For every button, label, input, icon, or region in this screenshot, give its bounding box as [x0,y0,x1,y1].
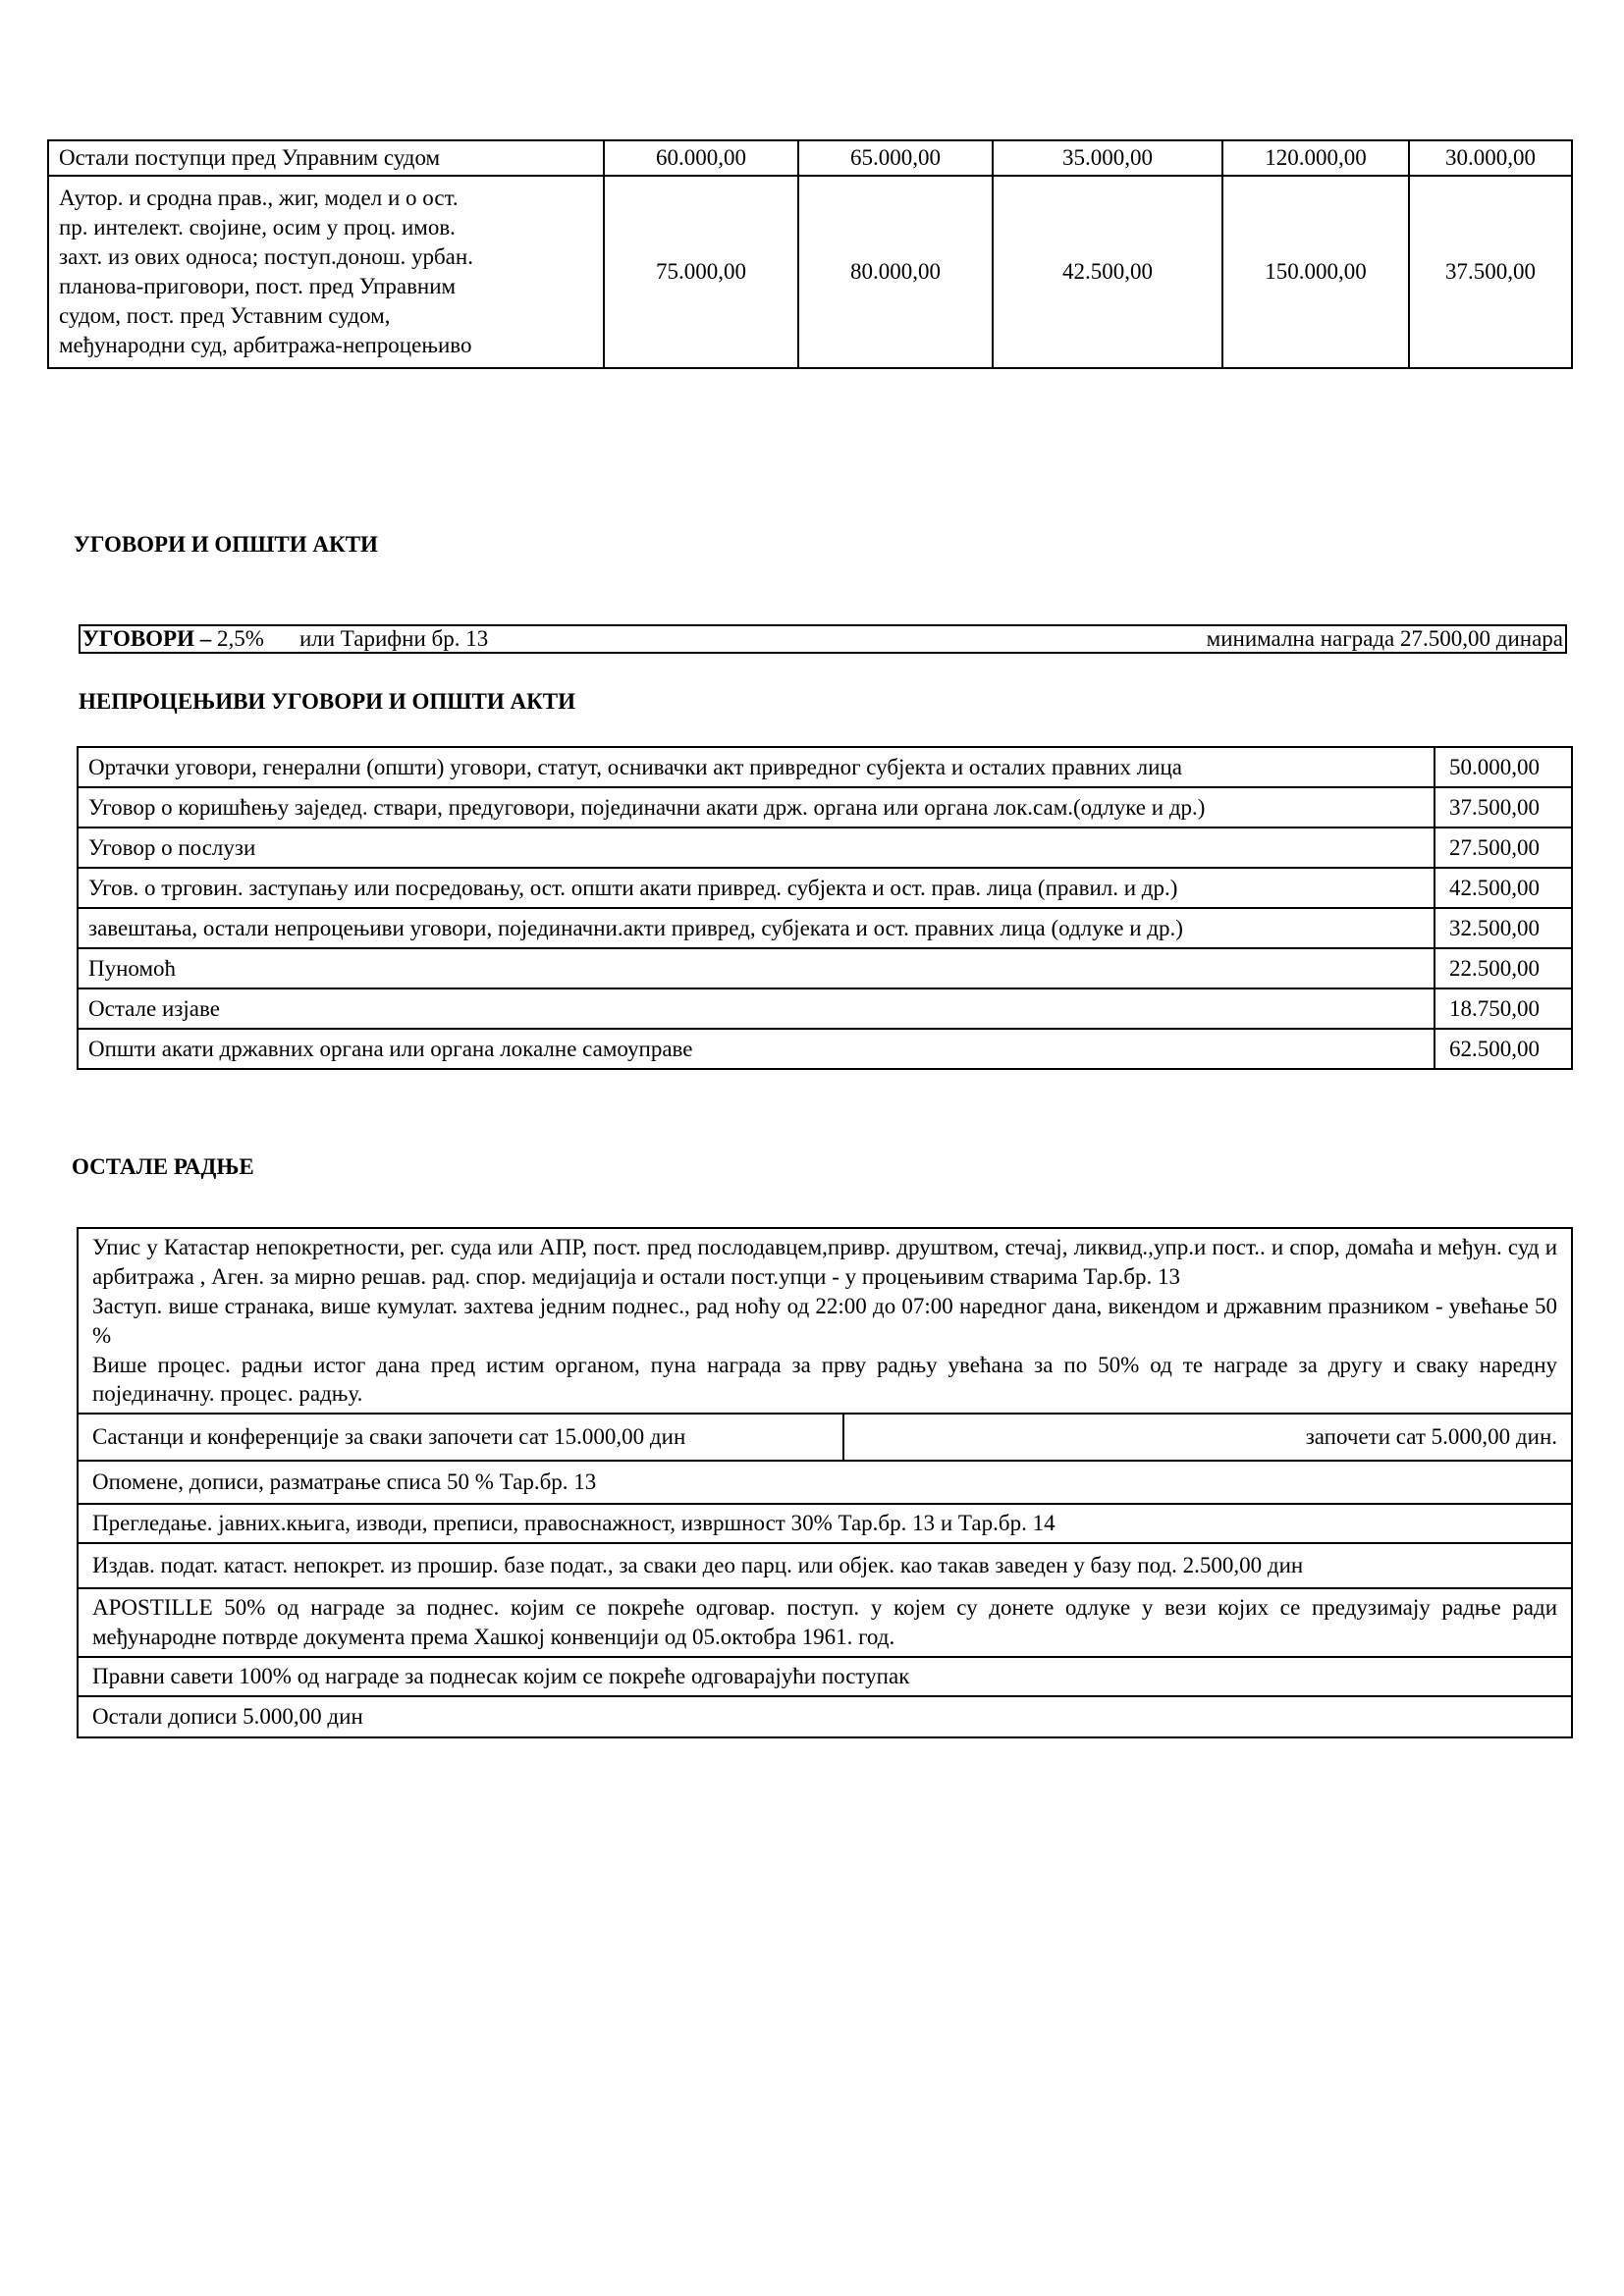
row-label: Остали поступци пред Управним судом [48,140,604,176]
fee-cell: 50.000,00 [1435,747,1572,787]
contracts-minimum-fee: минимална награда 27.500,00 динара [1206,626,1563,652]
fee-cell: 75.000,00 [604,176,798,368]
meetings-right: започети сат 5.000,00 дин. [843,1414,1572,1461]
non-assessable-table [77,746,1573,1070]
fee-cell: 27.500,00 [1435,828,1572,868]
row-label: Остале изјаве [78,988,1435,1029]
row-label: Уговор о послузи [78,828,1435,868]
fee-table [47,139,1573,369]
row-label: завештања, остали непроцењиви уговори, појединачни.акти привред, субјеката и ост. правних лица (одлуке и др.) [78,908,1435,948]
fee-cell: 30.000,00 [1409,140,1572,176]
fee-cell: 22.500,00 [1435,948,1572,988]
fee-cell: 120.000,00 [1222,140,1409,176]
table-row [78,948,1572,988]
table-row [48,176,1572,368]
row-text: APOSTILLE 50% од награде за поднес. којим се покреће одговар. поступ. у којем су донете одлуке у вези којих се предузимају радње ради међународне потврде документа према Хашкој конвенцији од 05.октобра 1961. год. [78,1588,1572,1657]
table-row [78,1461,1572,1504]
row-text: Издав. подат. катаст. непокрет. из прошир. базе подат., за сваки део парц. или објек. као такав заведен у базу под. 2.500,00 дин [78,1543,1572,1588]
fee-cell: 37.500,00 [1435,787,1572,828]
row-text: Опомене, дописи, разматрање списа 50 % Тар.бр. 13 [78,1461,1572,1504]
table-row [78,1504,1572,1543]
row-label: Аутор. и сродна прав., жиг, модел и о ост. пр. интелект. својине, осим у проц. имов. захт. из ових односа; поступ.донош. урбан. планова-приговори, пост. пред Управним судом, пост. пред Уставним судом, међународни суд, арбитража-непроцењиво [48,176,604,368]
row-label: Општи акати државних органа или органа локалне самоуправе [78,1029,1435,1069]
row-label: Угов. о трговин. заступању или посредовању, ост. општи акати привред. субјекта и ост. прав. лица (правил. и др.) [78,868,1435,908]
other-works-table [77,1227,1573,1738]
table-row [78,1588,1572,1657]
row-text: Остали дописи 5.000,00 дин [78,1696,1572,1737]
row-label: Уговор о коришћењу заједед. ствари, предуговори, појединачни акати држ. органа или органа лок.сам.(одлуке и др.) [78,787,1435,828]
table-row [78,787,1572,828]
table-row [78,828,1572,868]
row-text: Правни савети 100% од награде за поднесак којим се покреће одговарајући поступак [78,1657,1572,1696]
fee-cell: 60.000,00 [604,140,798,176]
fee-cell: 80.000,00 [798,176,993,368]
meetings-left: Састанци и конференције за сваки започети сат 15.000,00 дин [78,1414,843,1461]
table-row [78,988,1572,1029]
table-row [78,908,1572,948]
table-row [78,1228,1572,1414]
table-row [78,1029,1572,1069]
table-row [78,1543,1572,1588]
contracts-rate-box [79,624,1567,654]
section-heading-contracts: УГОВОРИ И ОПШТИ АКТИ [74,532,378,557]
fee-cell: 42.500,00 [993,176,1222,368]
fee-cell: 32.500,00 [1435,908,1572,948]
fee-cell: 150.000,00 [1222,176,1409,368]
row-text: Упис у Катастар непокретности, рег. суда или АПР, пост. пред послодавцем,привр. друштвом, стечај, ликвид.,упр.и пост.. и спор, домаћа и међун. суд и арбитража , Аген. за мирно решав. рад. спор. медијација и остали пост.упци - у процењивим стварима Тар.бр. 13 Заступ. више странака, више кумулат. захтева једним поднес., рад ноћу од 22:00 до 07:00 наредног дана, викендом и државним празником - увећање 50 % Више процес. радњи истог дана пред истим органом, пуна награда за прву радњу увећана за по 50% од те награде за другу и сваку наредну појединачну. процес. радњу. [78,1228,1572,1414]
row-label: Пуномоћ [78,948,1435,988]
fee-cell: 62.500,00 [1435,1029,1572,1069]
row-label: Ортачки уговори, генерални (општи) уговори, статут, оснивачки акт привредног субјекта и осталих правних лица [78,747,1435,787]
contracts-rate-left: УГОВОРИ – 2,5% или Тарифни бр. 13 [82,626,489,652]
section-heading-non-assessable: НЕПРОЦЕЊИВИ УГОВОРИ И ОПШТИ АКТИ [79,689,575,714]
table-row [78,747,1572,787]
table-row [78,1657,1572,1696]
table-row [48,140,1572,176]
table-row [78,1414,1572,1461]
table-row [78,1696,1572,1737]
fee-cell: 65.000,00 [798,140,993,176]
fee-cell: 37.500,00 [1409,176,1572,368]
table-row [78,868,1572,908]
fee-cell: 18.750,00 [1435,988,1572,1029]
fee-cell: 42.500,00 [1435,868,1572,908]
section-heading-other: ОСТАЛЕ РАДЊЕ [72,1154,254,1179]
fee-cell: 35.000,00 [993,140,1222,176]
row-text: Прегледање. јавних.књига, изводи, преписи, правоснажност, извршност 30% Тар.бр. 13 и Тар.бр. 14 [78,1504,1572,1543]
